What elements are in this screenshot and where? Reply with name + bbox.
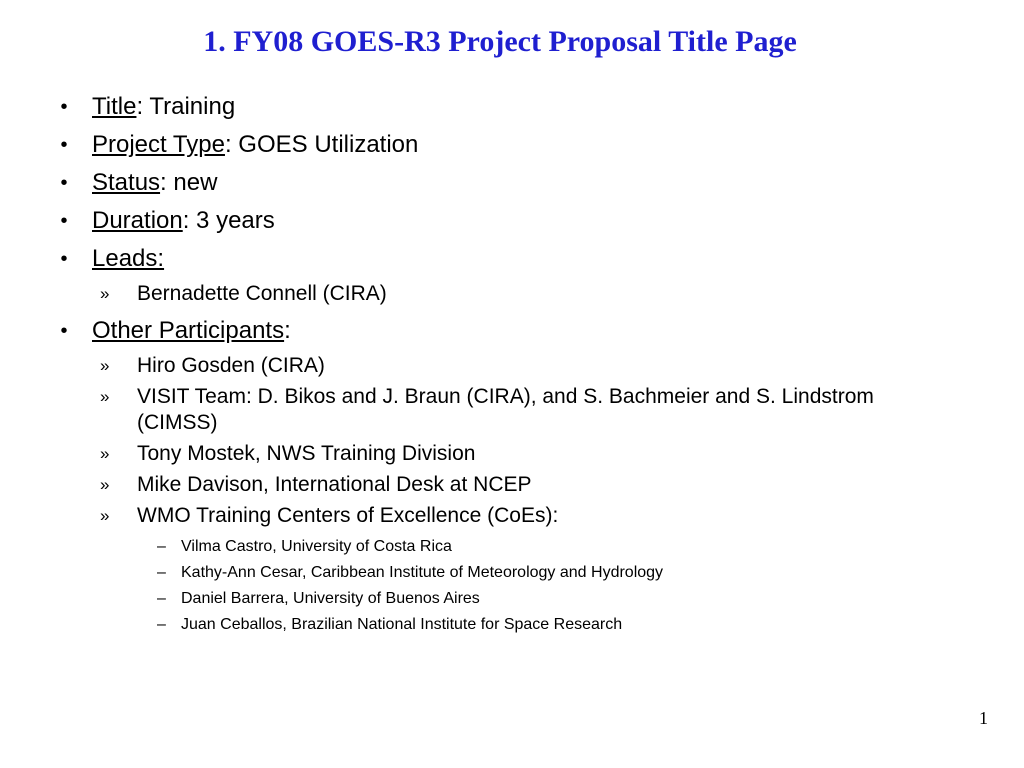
lead-text: Bernadette Connell (CIRA) [137, 282, 387, 305]
participant-text: WMO Training Centers of Excellence (CoEs): [137, 504, 559, 527]
bullet-icon: • [60, 320, 68, 342]
bullet-key: Title [92, 93, 137, 120]
bullet-separator: : [136, 93, 144, 120]
sub-bullet-icon: » [100, 475, 110, 494]
bullet-duration [0, 202, 1024, 240]
coe-text: Kathy-Ann Cesar, Caribbean Institute of Meteorology and Hydrology [181, 564, 664, 581]
dash-icon: – [157, 616, 166, 633]
bullet-icon: • [60, 172, 68, 194]
bullet-value: GOES Utilization [231, 131, 419, 158]
participant-item [0, 353, 937, 379]
bullet-separator: : [160, 169, 167, 196]
bullet-value: new [166, 169, 218, 196]
participant-text: Tony Mostek, NWS Training Division [137, 442, 476, 465]
bullet-separator: : [182, 207, 190, 234]
bullet-title [0, 88, 1024, 126]
participant-item [0, 384, 937, 436]
coe-item [0, 560, 1024, 586]
bullet-separator: : [284, 317, 291, 344]
participant-text: Mike Davison, International Desk at NCEP [137, 473, 532, 496]
sub-bullet-icon: » [100, 506, 110, 525]
bullet-key: Duration [92, 207, 183, 234]
sub-bullet-icon: » [100, 284, 110, 303]
slide-content [0, 88, 1024, 638]
bullet-icon: • [60, 210, 68, 232]
dash-icon: – [157, 590, 166, 607]
bullet-key: Project Type [92, 131, 225, 158]
participant-item [0, 441, 937, 467]
bullet-icon: • [60, 248, 68, 270]
bullet-separator: : [224, 131, 232, 158]
participant-text: Hiro Gosden (CIRA) [137, 354, 325, 377]
participant-item [0, 472, 937, 498]
coe-item [0, 612, 1024, 638]
coe-text: Juan Ceballos, Brazilian National Institute for Space Research [181, 616, 623, 633]
coe-item [0, 586, 1024, 612]
sub-bullet-icon: » [100, 387, 110, 406]
participant-text: VISIT Team: D. Bikos and J. Braun (CIRA), and S. Bachmeier and S. Lindstrom (CIMSS) [137, 385, 874, 434]
dash-icon: – [157, 538, 166, 555]
sub-bullet-icon: » [100, 444, 110, 463]
lead-item [0, 281, 937, 307]
bullet-status [0, 164, 1024, 202]
coe-text: Vilma Castro, University of Costa Rica [181, 538, 452, 555]
bullet-key: Status [92, 169, 161, 196]
dash-icon: – [157, 564, 166, 581]
sub-bullet-icon: » [100, 356, 110, 375]
bullet-project-type [0, 126, 1024, 164]
bullet-icon: • [60, 96, 68, 118]
bullet-value: 3 years [189, 207, 275, 234]
slide-title: 1. FY08 GOES-R3 Project Proposal Title Page [203, 25, 797, 58]
bullet-key: Leads: [92, 245, 165, 272]
bullet-leads [0, 240, 1024, 278]
page-number: 1 [979, 708, 988, 728]
coe-item [0, 534, 1024, 560]
bullet-icon: • [60, 134, 68, 156]
bullet-other-participants [0, 312, 1024, 350]
bullet-key: Other Participants [92, 317, 285, 344]
participant-item [0, 503, 937, 529]
bullet-value: Training [143, 93, 236, 120]
coe-text: Daniel Barrera, University of Buenos Aires [181, 590, 480, 607]
